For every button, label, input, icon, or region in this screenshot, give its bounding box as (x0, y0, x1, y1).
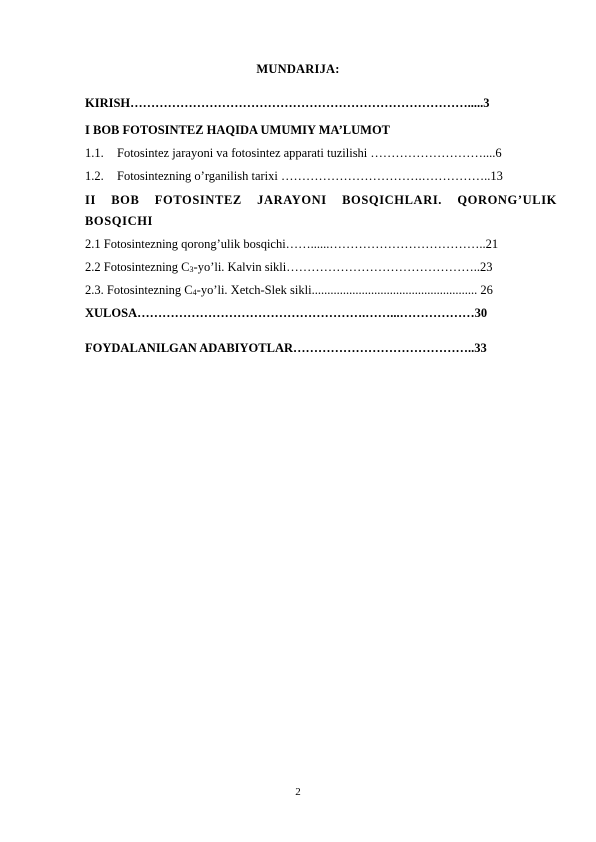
toc-entry-1-1-number: 1.1. (85, 146, 104, 160)
toc-entry-2-1: 2.1 Fotosintezning qorong’ulik bosqichi……......………………………………..21 (85, 237, 499, 251)
toc-entry-adabiyotlar: FOYDALANILGAN ADABIYOTLAR……………………………………..33 (85, 341, 487, 355)
toc-entry-1-2-number: 1.2. (85, 169, 104, 183)
toc-entry-2-3-prefix: 2.3. Fotosintezning C (85, 283, 193, 297)
toc-chapter-1-title: I BOB FOTOSINTEZ HAQIDA UMUMIY MA’LUMOT (85, 123, 390, 137)
toc-entry-2-3 (85, 283, 557, 298)
toc-entry-2-2 (85, 260, 557, 275)
toc-entry-xulosa: XULOSA……………………………………………….……...………………30 (85, 306, 488, 320)
toc-entry-2-3-subscript: 4 (192, 288, 197, 297)
toc-entry-1-2-text: Fotosintezning o’rganilish tarixi …………………………….……………..13 (117, 169, 503, 183)
toc-chapter-2-title-line2: BOSQICHI (85, 214, 154, 228)
toc-entry-2-2-suffix: -yo’li. Kalvin sikli………………………………………..23 (193, 260, 493, 274)
toc-entry-2-2-prefix: 2.2 Fotosintezning C (85, 260, 190, 274)
toc-entry-1-2 (85, 169, 557, 184)
toc-entry-kirish: KIRISH……………………………………………………………………….....3 (85, 96, 490, 110)
toc-entry-1-1 (85, 146, 557, 161)
toc-chapter-2-title-line1: II BOB FOTOSINTEZ JARAYONI BOSQICHLARI. QORONG’ULIK (85, 193, 557, 207)
toc-heading: MUNDARIJA: (256, 62, 340, 76)
toc-entry-2-2-subscript: 3 (189, 265, 194, 274)
page-number: 2 (295, 786, 301, 798)
toc-entry-2-3-suffix: -yo’li. Xetch-Slek sikli..................................................... 26 (196, 283, 493, 297)
toc-entry-1-1-text: Fotosintez jarayoni va fotosintez apparati tuzilishi ………………………....6 (117, 146, 502, 160)
